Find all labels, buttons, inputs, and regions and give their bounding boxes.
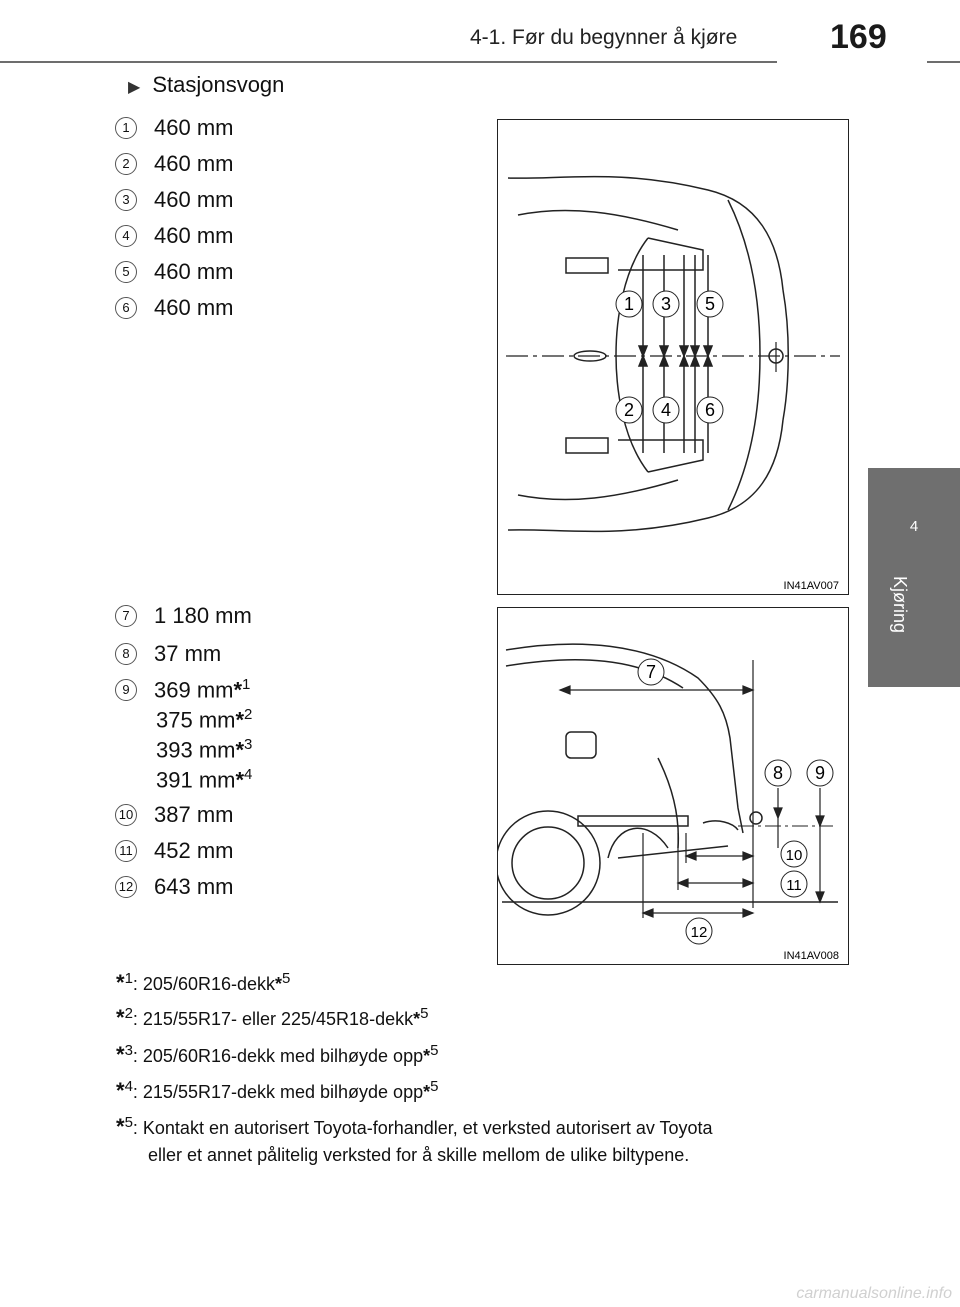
footnote-mark: *: [116, 970, 125, 995]
footnote-number: 5: [124, 1114, 133, 1131]
measurement: 37 mm: [154, 641, 222, 666]
footnote-ref: 2: [244, 706, 253, 723]
page-number: 169: [830, 18, 887, 56]
figure-top-view: [497, 119, 849, 595]
measurement: 460 mm: [154, 223, 234, 248]
footnote-star: *: [413, 1009, 421, 1029]
top-view-drawing: [498, 120, 848, 594]
list-item: [115, 838, 233, 864]
callout: 8: [772, 763, 784, 783]
footnote-ref: 5: [420, 1005, 429, 1022]
footnote-star: *: [423, 1046, 431, 1066]
callout: 9: [814, 763, 826, 783]
footnote-number: 3: [124, 1042, 133, 1059]
footnote-text: : Kontakt en autorisert Toyota-forhandler, et verksted autorisert av Toyota: [132, 1118, 713, 1138]
footnote-star: *: [275, 974, 283, 994]
footnote-ref: 1: [242, 676, 251, 693]
circled-number: 2: [115, 153, 137, 175]
list-item: [115, 603, 252, 629]
footnote-text: : 205/60R16-dekk: [132, 974, 275, 994]
side-view-drawing: [498, 608, 848, 964]
chapter-number: 4: [909, 518, 919, 535]
triangle-bullet-icon: ▶: [128, 79, 141, 96]
footnote-star: *: [235, 737, 245, 763]
footnote-ref: 5: [430, 1078, 439, 1095]
measurement: 452 mm: [154, 838, 234, 863]
measurement-variant: [156, 766, 252, 793]
footnote: [116, 1042, 438, 1068]
footnote-mark: *: [116, 1078, 125, 1103]
callout: 4: [660, 400, 672, 420]
footnote-number: 1: [124, 970, 133, 987]
footnote-ref: 4: [244, 766, 253, 783]
subheading: [128, 72, 284, 98]
measurement: 460 mm: [154, 115, 234, 140]
section-title: 4-1. Før du begynner å kjøre: [470, 26, 738, 49]
list-item: [115, 641, 221, 667]
measurement: 460 mm: [154, 151, 234, 176]
list-item: [115, 295, 233, 321]
callout: 3: [660, 294, 672, 314]
circled-number: 5: [115, 261, 137, 283]
chapter-label: Kjøring: [890, 576, 910, 634]
callout: 5: [704, 294, 716, 314]
list-item: [115, 874, 233, 900]
footnote-mark: *: [116, 1114, 125, 1139]
list-item: [115, 223, 233, 249]
figure-code: IN41AV007: [783, 580, 839, 592]
measurement: 391 mm: [156, 767, 236, 793]
callout: 11: [786, 877, 802, 894]
footnote-ref: 3: [244, 736, 253, 753]
list-item: [115, 259, 233, 285]
measurement: 460 mm: [154, 259, 234, 284]
measurement: 387 mm: [154, 802, 234, 827]
footnote-mark: *: [116, 1005, 125, 1030]
watermark: carmanualsonline.info: [796, 1285, 952, 1302]
measurement: 369 mm: [154, 677, 234, 703]
list-item: [115, 115, 233, 141]
circled-number: 7: [115, 605, 137, 627]
circled-number: 11: [115, 840, 137, 862]
footnote-number: 4: [124, 1078, 133, 1095]
callout: 10: [785, 847, 803, 864]
measurement: 460 mm: [154, 187, 234, 212]
list-item: [115, 676, 250, 703]
callout: 2: [623, 400, 635, 420]
footnote-mark: *: [116, 1042, 125, 1067]
list-item: [115, 802, 233, 828]
footnote-star: *: [235, 767, 245, 793]
measurement: 643 mm: [154, 874, 234, 899]
footnote: [116, 1005, 428, 1031]
callout: 12: [690, 924, 708, 941]
footnote-text: : 215/55R17- eller 225/45R18-dekk: [132, 1009, 414, 1029]
footnote-star: *: [233, 677, 243, 703]
callout: 7: [645, 662, 657, 682]
callout: 6: [704, 400, 716, 420]
footnote-text: : 205/60R16-dekk med bilhøyde opp: [132, 1046, 424, 1066]
circled-number: 1: [115, 117, 137, 139]
chapter-tab: [868, 468, 960, 687]
footnote-continuation: eller et annet pålitelig verksted for å skille mellom de ulike biltypene.: [148, 1145, 690, 1165]
measurement: 460 mm: [154, 295, 234, 320]
footnote-star: *: [235, 707, 245, 733]
measurement: 375 mm: [156, 707, 236, 733]
footnote: [116, 1114, 713, 1140]
footnote-ref: 5: [282, 970, 291, 987]
circled-number: 9: [115, 679, 137, 701]
figure-side-view: [497, 607, 849, 965]
figure-code: IN41AV008: [783, 950, 839, 962]
measurement-variant: [156, 706, 252, 733]
subheading-text: Stasjonsvogn: [152, 72, 285, 97]
list-item: [115, 151, 233, 177]
circled-number: 12: [115, 876, 137, 898]
list-item: [115, 187, 233, 213]
circled-number: 4: [115, 225, 137, 247]
footnote-star: *: [423, 1082, 431, 1102]
measurement-variant: [156, 736, 252, 763]
footnote: [116, 970, 290, 996]
footnote-ref: 5: [430, 1042, 439, 1059]
circled-number: 8: [115, 643, 137, 665]
measurement: 1 180 mm: [154, 603, 252, 628]
circled-number: 10: [115, 804, 137, 826]
footnote-text: : 215/55R17-dekk med bilhøyde opp: [132, 1082, 424, 1102]
measurement: 393 mm: [156, 737, 236, 763]
footnote: [116, 1078, 438, 1104]
circled-number: 6: [115, 297, 137, 319]
circled-number: 3: [115, 189, 137, 211]
footnote-number: 2: [124, 1005, 133, 1022]
callout: 1: [623, 294, 635, 314]
